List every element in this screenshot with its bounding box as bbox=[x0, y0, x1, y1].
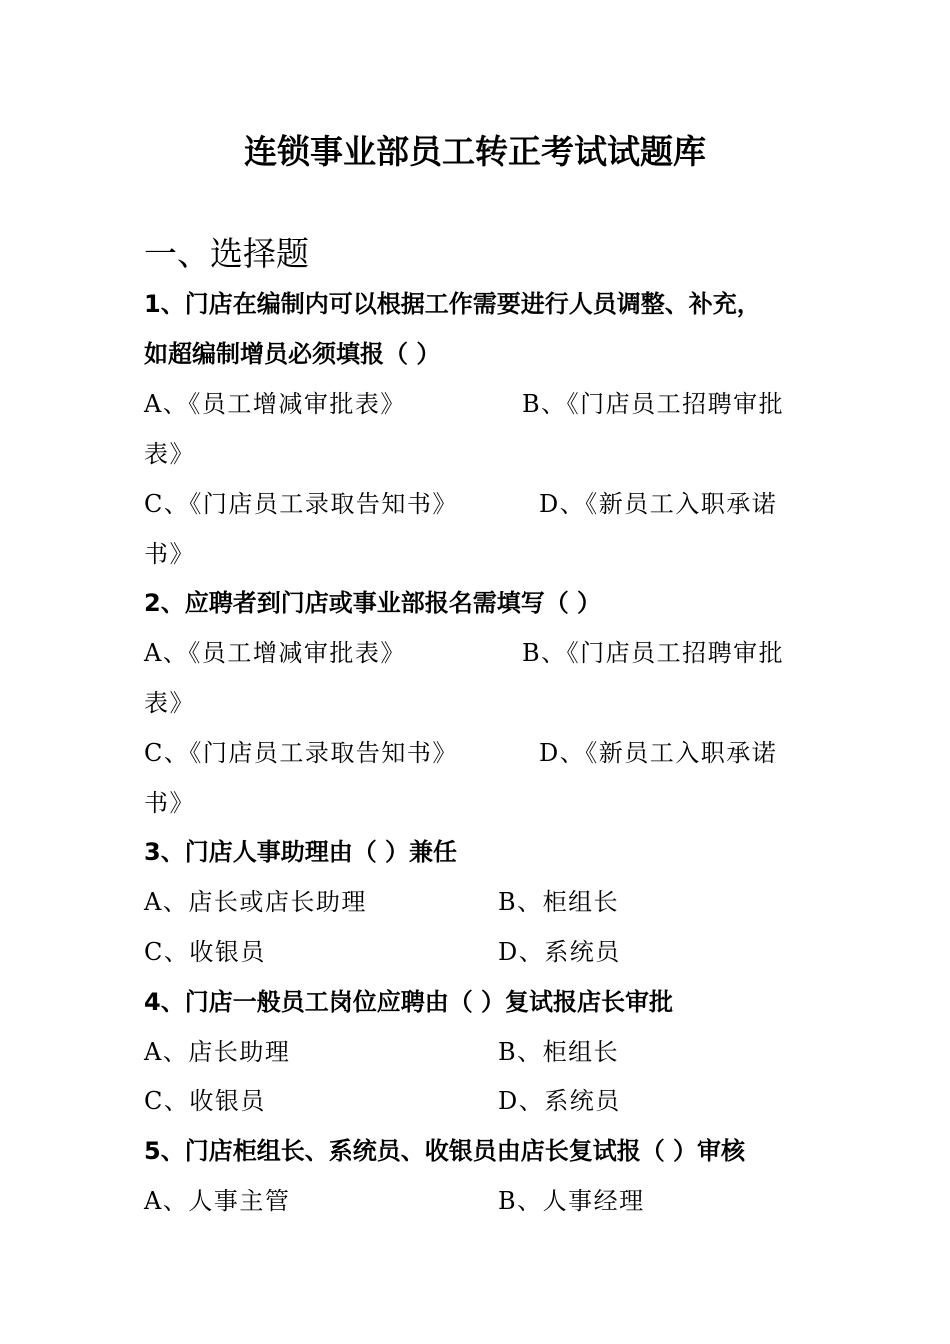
question-4-option-a: A、店长助理 bbox=[144, 1038, 291, 1066]
question-1-option-b: B、《门店员工招聘审批 bbox=[522, 390, 785, 418]
question-3-option-b: B、柜组长 bbox=[498, 888, 620, 916]
question-3-option-c: C、收银员 bbox=[144, 938, 266, 966]
question-1-text-cont: 如超编制增员必须填报（ ） bbox=[144, 340, 441, 368]
question-1-option-c: C、《门店员工录取告知书》 bbox=[144, 490, 458, 518]
question-5-option-b: B、人事经理 bbox=[498, 1187, 645, 1215]
question-1-option-d: D、《新员工入职承诺 bbox=[539, 490, 778, 518]
question-1-option-b-wrap: 表》 bbox=[144, 440, 195, 468]
question-3-option-a: A、店长或店长助理 bbox=[144, 888, 367, 916]
question-1-text: 1、门店在编制内可以根据工作需要进行人员调整、补充， bbox=[144, 290, 761, 318]
question-2-option-a: A、《员工增减审批表》 bbox=[144, 639, 406, 667]
question-2-option-d: D、《新员工入职承诺 bbox=[539, 739, 778, 767]
question-4-option-c: C、收银员 bbox=[144, 1087, 266, 1115]
question-4-option-d: D、系统员 bbox=[498, 1087, 621, 1115]
question-4-text: 4、门店一般员工岗位应聘由（ ）复试报店长审批 bbox=[144, 988, 674, 1016]
question-5-option-a: A、人事主管 bbox=[144, 1187, 291, 1215]
question-2-text: 2、应聘者到门店或事业部报名需填写（ ） bbox=[144, 589, 602, 617]
question-5-text: 5、门店柜组长、系统员、收银员由店长复试报（ ）审核 bbox=[144, 1137, 746, 1165]
question-4-option-b: B、柜组长 bbox=[498, 1038, 620, 1066]
question-2-option-b-wrap: 表》 bbox=[144, 689, 195, 717]
question-2-option-d-wrap: 书》 bbox=[144, 789, 195, 817]
question-1-option-a: A、《员工增减审批表》 bbox=[144, 390, 406, 418]
document-title: 连锁事业部员工转正考试试题库 bbox=[244, 132, 706, 171]
section-heading: 一、选择题 bbox=[144, 234, 309, 273]
question-2-option-c: C、《门店员工录取告知书》 bbox=[144, 739, 458, 767]
question-3-option-d: D、系统员 bbox=[498, 938, 621, 966]
question-3-text: 3、门店人事助理由（ ）兼任 bbox=[144, 838, 458, 866]
question-1-option-d-wrap: 书》 bbox=[144, 540, 195, 568]
question-2-option-b: B、《门店员工招聘审批 bbox=[522, 639, 785, 667]
